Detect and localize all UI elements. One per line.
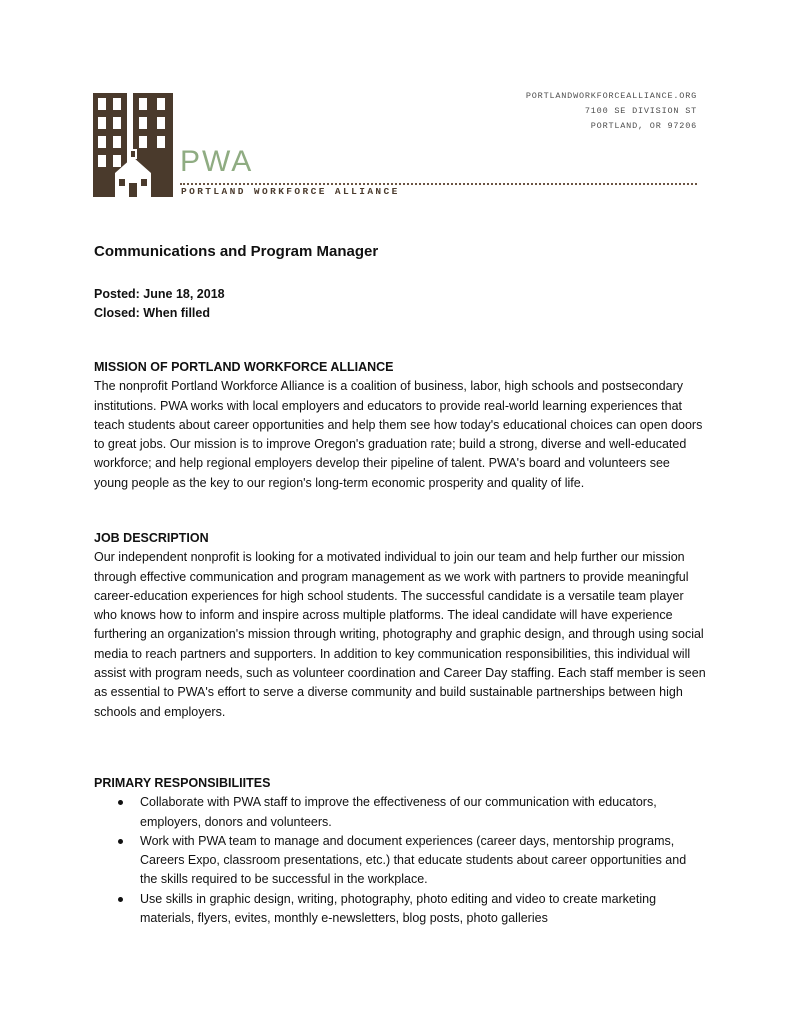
job-description-heading: JOB DESCRIPTION [94, 531, 209, 545]
posted-date: Posted: June 18, 2018 [94, 287, 225, 301]
responsibilities-list [94, 793, 706, 928]
street-address: 7100 SE DIVISION ST [584, 106, 697, 116]
page-title: Communications and Program Manager [94, 243, 379, 260]
list-item: Collaborate with PWA staff to improve the effectiveness of our communication with educators, employers, donors and volunteers. [140, 793, 706, 832]
responsibilities-section [94, 774, 706, 928]
mission-section [94, 358, 706, 493]
header-divider [180, 183, 697, 185]
address-block [526, 89, 697, 134]
posting-dates [94, 285, 225, 323]
job-description-body: Our independent nonprofit is looking for a motivated individual to join our team and help further our mission through effective communication and program management as we work with partners to provide meaningful career-education experiences for high school students. The successful candidate is a versatile team player who knows how to inform and inspire across multiple platforms. The ideal candidate will have experience furthering an organization's mission through writing, photography and graphic design, and through using social media to reach partners and supporters. In addition to key communication responsibilities, this individual will assist with program needs, such as volunteer coordination and Career Day staffing. Each staff member is seen as essential to PWA's effort to serve a diverse community and build sustainable partnerships between high schools and employers. [94, 550, 706, 719]
closed-date: Closed: When filled [94, 306, 210, 320]
mission-heading: MISSION OF PORTLAND WORKFORCE ALLIANCE [94, 360, 394, 374]
logo-wordmark: PWA [180, 145, 254, 178]
list-item: Work with PWA team to manage and document experiences (career days, mentorship programs, Careers Expo, classroom presentations, etc.) that educate students about career opportunities and the skills required to be successful in the workplace. [140, 832, 706, 890]
pwa-logo [93, 93, 173, 197]
website-link[interactable]: PORTLANDWORKFORCEALLIANCE.ORG [525, 91, 697, 101]
list-item: Use skills in graphic design, writing, photography, photo editing and video to create marketing materials, flyers, evites, monthly e-newsletters, blog posts, photo galleries [140, 890, 706, 929]
responsibilities-heading: PRIMARY RESPONSIBILIITES [94, 776, 271, 790]
mission-body: The nonprofit Portland Workforce Alliance is a coalition of business, labor, high schools and postsecondary institutions. PWA works with local employers and educators to provide real-world learning experiences that teach students about career opportunities and help them see how today's educational choices can open doors to great jobs. Our mission is to improve Oregon's graduation rate; build a strong, diverse and well-educated workforce; and help regional employers develop their pipeline of talent. PWA's board and volunteers see young people as the key to our region's long-term economic prosperity and quality of life. [94, 379, 703, 490]
city-state-zip: PORTLAND, OR 97206 [590, 121, 697, 131]
org-name: PORTLAND WORKFORCE ALLIANCE [181, 186, 400, 197]
job-description-section [94, 529, 706, 722]
